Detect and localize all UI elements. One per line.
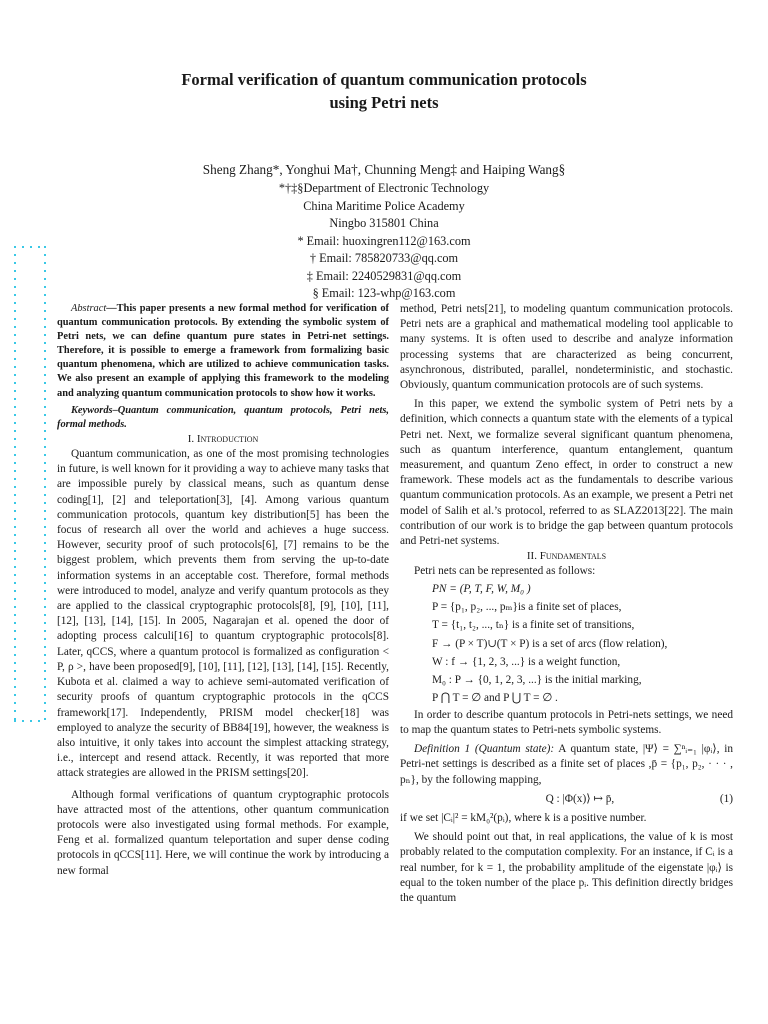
margin-dot [14, 438, 16, 440]
margin-dot [14, 710, 16, 712]
margin-dot [44, 382, 46, 384]
margin-dot [44, 670, 46, 672]
margin-dot [14, 606, 16, 608]
margin-dot [14, 654, 16, 656]
margin-dot [14, 318, 16, 320]
petri-def-line: W : f → {1, 2, 3, ...} is a weight function, [432, 655, 621, 668]
intro-paragraph-2: Although formal verifications of quantum cryptographic protocols have attracted most of the attentions, other quantum communication protocols were also investigated using formal methods. For example, Feng et al. formalized quantum teleportation and super dense coding protocols in qCCS[11]. Here, we will continue the work by introducing a new formal [57, 788, 389, 877]
title-line-1: Formal verification of quantum communication protocols [181, 70, 587, 89]
margin-dot [14, 350, 16, 352]
margin-dot [14, 638, 16, 640]
email-4: § Email: 123-whp@163.com [312, 286, 456, 300]
mapping-paragraph: In order to describe quantum protocols in Petri-nets settings, we need to map the quantum states to Petri-nets symbolic systems. [400, 708, 733, 736]
margin-dot [14, 598, 16, 600]
petri-def-line: F → (P × T)∪(T × P) is a set of arcs (flow relation), [432, 637, 668, 650]
margin-dot [44, 422, 46, 424]
margin-dot [22, 720, 24, 722]
margin-dot [14, 398, 16, 400]
margin-dot [44, 510, 46, 512]
margin-dot [14, 582, 16, 584]
margin-dot [44, 598, 46, 600]
equation-body: Q : |Φ(x)⟩ ↦ p̄, [545, 792, 615, 805]
margin-dot [14, 542, 16, 544]
margin-dot [44, 550, 46, 552]
margin-dot [14, 694, 16, 696]
email-3: ‡ Email: 2240529831@qq.com [306, 268, 462, 283]
author-list: Sheng Zhang*, Yonghui Ma†, Chunning Meng‡ and Haiping Wang§ [202, 162, 566, 177]
margin-dot [44, 710, 46, 712]
margin-dot [14, 342, 16, 344]
title-line-2: using Petri nets [329, 93, 439, 112]
margin-dot [44, 702, 46, 704]
affiliation-school: China Maritime Police Academy [303, 198, 465, 213]
margin-dot [14, 686, 16, 688]
margin-dot [14, 670, 16, 672]
margin-dot [44, 494, 46, 496]
margin-dot [14, 678, 16, 680]
margin-dot [44, 502, 46, 504]
margin-dot [44, 478, 46, 480]
margin-dot [14, 550, 16, 552]
margin-dot [14, 414, 16, 416]
petri-def-line: M₀ : P → {0, 1, 2, 3, ...} is the initial marking, [432, 674, 642, 687]
margin-dot [44, 638, 46, 640]
margin-dot [44, 590, 46, 592]
margin-dot [14, 630, 16, 632]
margin-annotation-marks [14, 246, 48, 720]
margin-dot [14, 358, 16, 360]
abstract-text: —This paper presents a new formal method for verification of quantum communication protocols. By extending the symbolic system of Petri nets, we can define quantum pure states in Petri-net settings. Therefore, it is possible to emerge a framework from formalizing basic quantum phenomena, which are utilized to achieve communication tasks. We also present an example of applying this framework to the modeling and analyzing quantum communication protocols to show how it works. [57, 303, 389, 399]
margin-dot [14, 374, 16, 376]
intro-paragraph-3: method, Petri nets[21], to modeling quantum communication protocols. Petri nets are a graphical and mathematical modeling tool applicable to many systems. It is often used to describe and analyze information processing systems that are characterized as being concurrent, asynchronous, distributed, parallel, nondeterministic, and stochastic. Obviously, quantum communication protocols are of such systems. [400, 303, 733, 392]
margin-dot [44, 542, 46, 544]
intro-paragraph-4: In this paper, we extend the symbolic system of Petri nets by a definition, which connects a quantum state with the elements of a typical Petri net. Next, we formalize several significant quantum phenomena, such as quantum interference, quantum entanglement, quantum measurement, and quantum Zeno effect, in order to construct a new framework. These models act as the fundamentals to describe various quantum communication protocols. As an example, we present a Petri net model of Salih et al.’s protocol, referred to as SLAZ2013[22]. The main contribution of our work is to bridge the gap between quantum protocols and Petri-net systems. [400, 398, 733, 548]
equation-1 [400, 792, 733, 807]
definition-text: A quantum state, |Ψ⟩ = ∑ⁿᵢ₌₁ |φᵢ⟩, in Petri-net settings is described as a finite set of places ,p̄ = {p₁, p₂, · · · , pₙ}, by the following mapping, [400, 743, 733, 786]
margin-dot [14, 334, 16, 336]
margin-dot [44, 366, 46, 368]
affiliation-department: *†‡§Department of Electronic Technology [278, 181, 490, 195]
margin-dot [44, 438, 46, 440]
petri-def-line: P ⋂ T = ∅ and P ⋃ T = ∅ . [432, 692, 558, 705]
margin-dot [14, 720, 16, 722]
margin-dot [14, 526, 16, 528]
margin-dot [14, 462, 16, 464]
left-column [57, 302, 389, 879]
margin-dot [44, 414, 46, 416]
margin-dot [14, 470, 16, 472]
margin-dot [14, 406, 16, 408]
final-paragraph: We should point out that, in real applications, the value of k is most probably related to the computation complexity. For an instance, if Cᵢ is a real number, for k = 1, the probability amplitude of the eigenstate |φᵢ⟩ is equal to the token number of the place pᵢ. This definition directly bridges the quantum [400, 831, 733, 904]
abstract [57, 302, 389, 401]
margin-dot [44, 654, 46, 656]
margin-dot [44, 310, 46, 312]
margin-dot [44, 646, 46, 648]
margin-dot [14, 702, 16, 704]
margin-dot [44, 678, 46, 680]
margin-dot [44, 518, 46, 520]
margin-dot [44, 630, 46, 632]
equation-number: (1) [719, 792, 733, 805]
margin-dot [14, 518, 16, 520]
margin-dot [14, 454, 16, 456]
margin-dot [14, 382, 16, 384]
after-equation-text: if we set |Cᵢ|² = kM₀²(pᵢ), where k is a positive number. [400, 811, 647, 824]
margin-dot [44, 574, 46, 576]
margin-dot [14, 566, 16, 568]
margin-dot [44, 454, 46, 456]
margin-dot [14, 326, 16, 328]
definition-1 [400, 742, 733, 788]
definition-heading: Definition 1 (Quantum state): [414, 743, 555, 756]
margin-dot [44, 358, 46, 360]
margin-dot [44, 350, 46, 352]
margin-dot [14, 486, 16, 488]
margin-dot [14, 558, 16, 560]
margin-dot [14, 430, 16, 432]
margin-dot [44, 582, 46, 584]
margin-dot [44, 318, 46, 320]
paper-title [0, 68, 768, 114]
margin-dot [14, 446, 16, 448]
petri-def-line: T = {t₁, t₂, ..., tₙ} is a finite set of transitions, [432, 619, 635, 632]
margin-dot [44, 398, 46, 400]
margin-dot [44, 390, 46, 392]
margin-dot [44, 606, 46, 608]
margin-dot [44, 342, 46, 344]
petri-def-line: PN = (P, T, F, W, M₀ ) [432, 582, 531, 595]
margin-dot [44, 662, 46, 664]
keywords: Keywords–Quantum communication, quantum protocols, Petri nets, formal methods. [57, 404, 389, 430]
margin-dot [44, 718, 46, 720]
affiliation-block [0, 180, 768, 303]
margin-dot [44, 622, 46, 624]
margin-dot [30, 720, 32, 722]
margin-dot [44, 686, 46, 688]
margin-dot [44, 462, 46, 464]
margin-dot [14, 534, 16, 536]
margin-dot [14, 478, 16, 480]
margin-dot [44, 486, 46, 488]
affiliation-city: Ningbo 315801 China [329, 216, 439, 230]
abstract-lead: Abstract [71, 303, 107, 314]
margin-dot [44, 334, 46, 336]
right-column [400, 302, 733, 906]
margin-dot [14, 590, 16, 592]
margin-dot [44, 566, 46, 568]
margin-dot [14, 574, 16, 576]
margin-dot [14, 422, 16, 424]
margin-dot [44, 534, 46, 536]
margin-dot [14, 390, 16, 392]
margin-dot [14, 366, 16, 368]
margin-dot [44, 430, 46, 432]
petri-intro: Petri nets can be represented as follows: [414, 565, 596, 578]
intro-paragraph-1: Quantum communication, as one of the most promising technologies in future, is well known for it providing a way to achieve many tasks that are impossible purely by classical means, such as quantum dense coding[1], [2] and teleportation[3], [4]. Among various quantum communication protocols, quantum key distribution[5] has been the focus of research all over the world and achieves a huge success. However, security proof of such protocols[6], [7] remains to be the biggest problem, which prevents them from serving the up-to-date information systems in an acceptable cost. Therefore, formal methods were introduced to model, analyze and verify quantum protocols as they are applied to the classical cryptographic protocols[8], [9], [10], [11], [12], [13], [14], [15]. In 2005, Nagarajan et al. opened the door of adopting process calculi[16] to quantum cryptographic protocols[8]. Later, qCCS, where a quantum protocol is formalized as configuration < P, ρ >, have been proposed[9], [10], [11], [12], [13], [14], [15]. Recently, Kubota et al. claimed a way to achieve semi-automated verification of security proofs of quantum cryptographic protocols in the qCCS framework[17]. Independently, PRISM model checker[18] was employed to analyze the security of BB84[19], however, the weakness is also intuitive, it only takes into account the simplest attacking strategy, i.e., intercept and resend attack. Recently, it was reported that more attack strategies are allowed in the PRISM settings[20]. [57, 448, 389, 780]
section-heading-introduction: I. Introduction [187, 432, 259, 445]
margin-dot [44, 326, 46, 328]
margin-dot [44, 614, 46, 616]
margin-dot [14, 310, 16, 312]
margin-dot [44, 446, 46, 448]
margin-dot [14, 646, 16, 648]
margin-dot [14, 622, 16, 624]
margin-dot [44, 558, 46, 560]
margin-dot [14, 510, 16, 512]
margin-dot [44, 470, 46, 472]
margin-dot [44, 526, 46, 528]
margin-dot [14, 494, 16, 496]
margin-dot [14, 502, 16, 504]
petri-def-line: P = {p₁, p₂, ..., pₘ}is a finite set of places, [432, 600, 622, 613]
margin-dot [14, 662, 16, 664]
margin-dot [14, 614, 16, 616]
email-2: † Email: 785820733@qq.com [309, 251, 459, 265]
email-1: * Email: huoxingren112@163.com [297, 233, 471, 248]
margin-dot [44, 694, 46, 696]
margin-dot [44, 374, 46, 376]
margin-dot [44, 406, 46, 408]
margin-dot [38, 720, 40, 722]
section-heading-fundamentals: II. Fundamentals [526, 550, 607, 563]
